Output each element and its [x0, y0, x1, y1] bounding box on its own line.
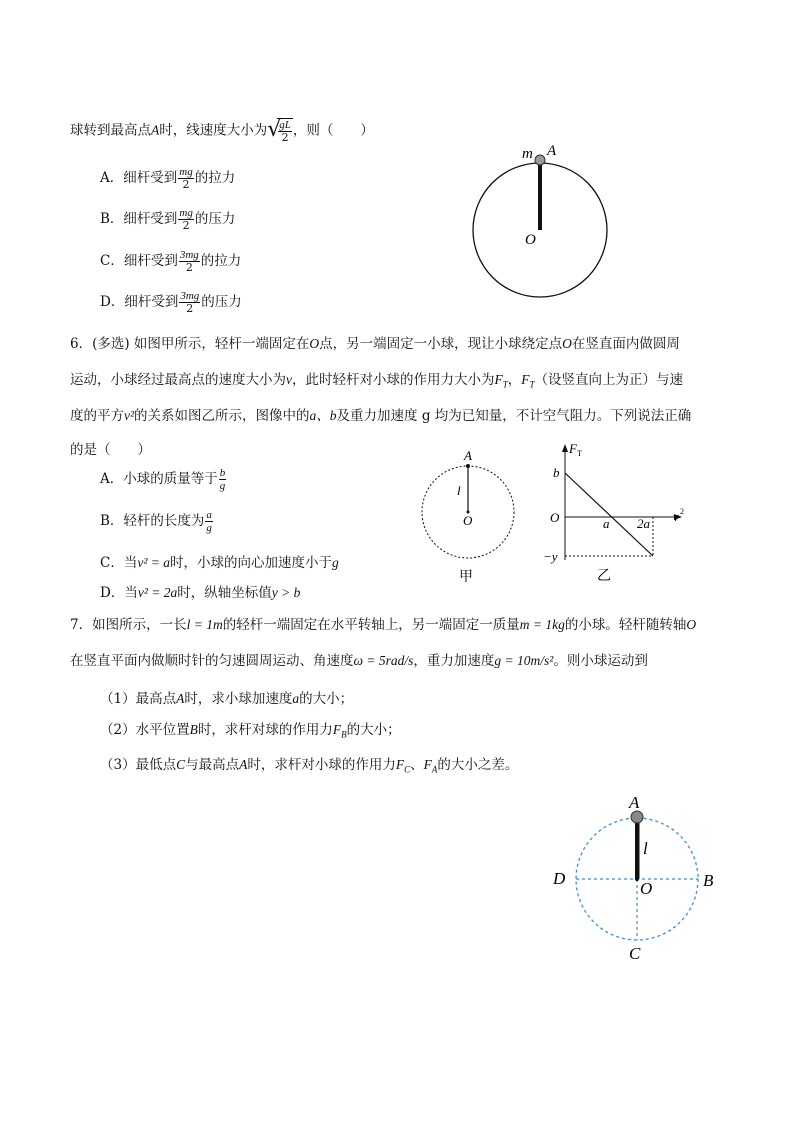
q6-line4: 的是（ ） [70, 442, 151, 458]
sqrt-expression: √ $\frac{gL}{2}$ [267, 117, 291, 144]
caption-jia: 甲 [459, 570, 473, 585]
label-F-sub: T [577, 449, 582, 458]
q7-sub1: （1）最高点A时，求小球加速度a的大小； [100, 691, 354, 707]
q6-figure-yi [540, 440, 700, 585]
q6-line1: 6．(多选) 如图甲所示，轻杆一端固定在O点，另一端固定一小球，现让小球绕定点O在竖直面内做圆周 [70, 336, 680, 352]
y-axis-arrow [562, 444, 568, 452]
q5-option-c: C．细杆受到 $\frac{3mg}{2}$ 的拉力 [100, 249, 242, 274]
rod [635, 820, 640, 879]
label-O: O [463, 513, 473, 528]
label-O: O [525, 232, 536, 248]
label-A: A [464, 448, 472, 463]
q6-figure-jia [415, 445, 525, 585]
ball [466, 464, 470, 468]
label-a: a [603, 516, 610, 531]
ball [535, 155, 545, 165]
caption-yi: 乙 [597, 569, 611, 584]
label-D: D [553, 869, 566, 888]
label-A: A [547, 143, 557, 159]
label-F: F [569, 441, 577, 456]
q5-option-d: D．细杆受到 $\frac{3mg}{2}$ 的压力 [100, 290, 242, 315]
q5-option-b: B．细杆受到 $\frac{mg}{2}$ 的压力 [100, 207, 236, 232]
q7-line2: 在竖直平面内做顺时针的匀速圆周运动、角速度ω = 5rad/s，重力加速度g = 10m/s²。则小球运动到 [70, 653, 648, 669]
q7-sub2: （2）水平位置B时，求杆对球的作用力$F_B$的大小； [100, 722, 401, 740]
q7-sub3: （3）最低点C与最高点A时，求杆对小球的作用力$F_C$、$F_A$的大小之差。 [100, 757, 519, 775]
label-b: b [553, 465, 560, 480]
q7-figure [545, 793, 730, 970]
label-l: l [643, 839, 648, 858]
label-2a: 2a [637, 516, 650, 531]
q6-line3: 度的平方v²的关系如图乙所示，图像中的a、b及重力加速度 g 均为已知量，不计空气阻力。下列说法正确 [70, 408, 692, 424]
q6-line2: 运动，小球经过最高点的速度大小为v，此时轻杆对小球的作用力大小为$F_T$，$F_T$（设竖直向上为正）与速 [70, 372, 684, 390]
rod [538, 162, 542, 230]
label-neg-y: −y [543, 549, 558, 564]
label-C: C [629, 944, 641, 963]
label-O: O [550, 510, 560, 525]
q6-option-c: C．当v² = a时，小球的向心加速度小于g [100, 555, 339, 571]
label-v-sup: 2 [680, 507, 684, 516]
q5-stem: 球转到最高点A时，线速度大小为 √ $\frac{gL}{2}$ ，则（ ） [70, 117, 374, 144]
label-m: m [522, 146, 533, 162]
ball [631, 811, 643, 823]
q5-option-a: A．细杆受到 $\frac{mg}{2}$ 的拉力 [100, 166, 236, 191]
q5-figure [460, 138, 620, 303]
label-A: A [629, 793, 640, 812]
label-l: l [457, 483, 461, 498]
label-O: O [640, 879, 653, 898]
q6-option-d: D．当v² = 2a时，纵轴坐标值y > b [100, 585, 301, 601]
label-v: v [673, 509, 679, 524]
q7-line1: 7．如图所示，一长l = 1m的轻杆一端固定在水平转轴上，另一端固定一质量m = 1kg的小球。轻杆随转轴O [70, 617, 697, 633]
pivot [635, 877, 639, 881]
q6-option-b: B．轻杆的长度为 $\frac{a}{g}$ [100, 509, 212, 534]
graph-line [565, 473, 653, 556]
q6-option-a: A．小球的质量等于 $\frac{b}{g}$ [100, 467, 226, 492]
label-B: B [703, 871, 714, 890]
